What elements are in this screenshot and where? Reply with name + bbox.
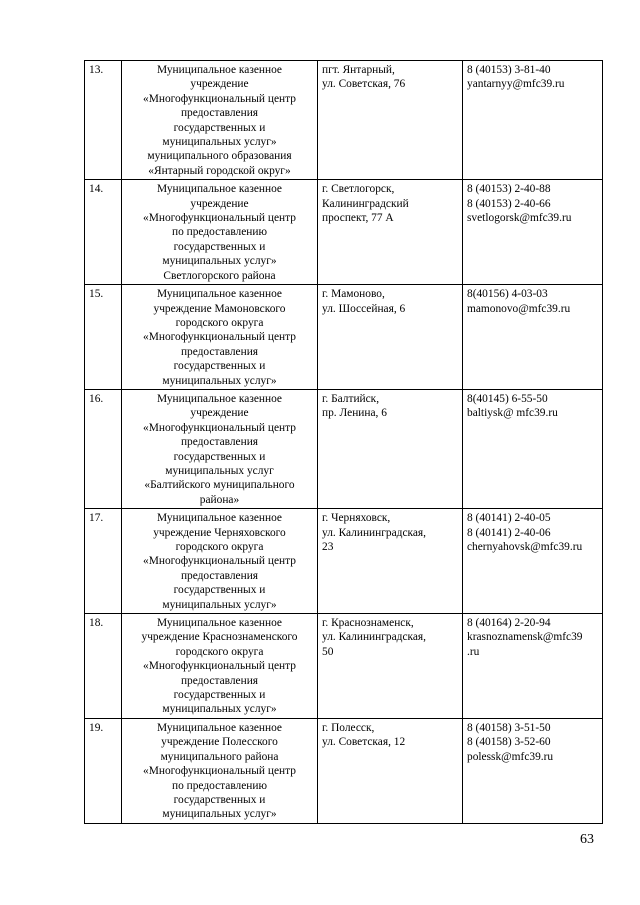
row-number: 13. bbox=[85, 61, 122, 180]
institution-address: г. Черняховск, ул. Калининградская, 23 bbox=[318, 509, 463, 614]
row-number: 19. bbox=[85, 718, 122, 823]
institution-contacts: 8 (40153) 2-40-88 8 (40153) 2-40-66 svetlogorsk@mfc39.ru bbox=[463, 180, 603, 285]
page-number: 63 bbox=[580, 832, 594, 847]
row-number: 15. bbox=[85, 285, 122, 390]
row-number: 18. bbox=[85, 614, 122, 719]
institution-name: Муниципальное казенное учреждение «Многофункциональный центр предоставления государственных и муниципальных услуг «Балтийского муниципального района» bbox=[122, 389, 318, 508]
institution-name: Муниципальное казенное учреждение Мамоновского городского округа «Многофункциональный центр предоставления государственных и муниципальных услуг» bbox=[122, 285, 318, 390]
institution-address: г. Мамоново, ул. Шоссейная, 6 bbox=[318, 285, 463, 390]
institution-address: пгт. Янтарный, ул. Советская, 76 bbox=[318, 61, 463, 180]
mfc-table bbox=[84, 60, 603, 824]
institution-address: г. Светлогорск, Калининградский проспект, 77 А bbox=[318, 180, 463, 285]
institution-contacts: 8(40156) 4-03-03 mamonovo@mfc39.ru bbox=[463, 285, 603, 390]
institution-contacts: 8 (40164) 2-20-94 krasnoznamensk@mfc39 .ru bbox=[463, 614, 603, 719]
institution-address: г. Балтийск, пр. Ленина, 6 bbox=[318, 389, 463, 508]
row-number: 14. bbox=[85, 180, 122, 285]
institution-contacts: 8(40145) 6-55-50 baltiysk@ mfc39.ru bbox=[463, 389, 603, 508]
institution-contacts: 8 (40141) 2-40-05 8 (40141) 2-40-06 chernyahovsk@mfc39.ru bbox=[463, 509, 603, 614]
table-row bbox=[85, 285, 603, 390]
institution-name: Муниципальное казенное учреждение Краснознаменского городского округа «Многофункциональный центр предоставления государственных и муниципальных услуг» bbox=[122, 614, 318, 719]
table-row bbox=[85, 614, 603, 719]
row-number: 17. bbox=[85, 509, 122, 614]
institution-contacts: 8 (40158) 3-51-50 8 (40158) 3-52-60 polessk@mfc39.ru bbox=[463, 718, 603, 823]
institution-name: Муниципальное казенное учреждение Полесского муниципального района «Многофункциональный центр по предоставлению государственных и муниципальных услуг» bbox=[122, 718, 318, 823]
table-row bbox=[85, 718, 603, 823]
table-row bbox=[85, 61, 603, 180]
institution-name: Муниципальное казенное учреждение «Многофункциональный центр предоставления государственных и муниципальных услуг» муниципального образования «Янтарный городской округ» bbox=[122, 61, 318, 180]
institution-name: Муниципальное казенное учреждение «Многофункциональный центр по предоставлению государственных и муниципальных услуг» Светлогорского района bbox=[122, 180, 318, 285]
institution-contacts: 8 (40153) 3-81-40 yantarnyy@mfc39.ru bbox=[463, 61, 603, 180]
institution-name: Муниципальное казенное учреждение Черняховского городского округа «Многофункциональный центр предоставления государственных и муниципальных услуг» bbox=[122, 509, 318, 614]
table-row bbox=[85, 509, 603, 614]
table-row bbox=[85, 180, 603, 285]
row-number: 16. bbox=[85, 389, 122, 508]
institution-address: г. Краснознаменск, ул. Калининградская, 50 bbox=[318, 614, 463, 719]
institution-address: г. Полесск, ул. Советская, 12 bbox=[318, 718, 463, 823]
table-row bbox=[85, 389, 603, 508]
